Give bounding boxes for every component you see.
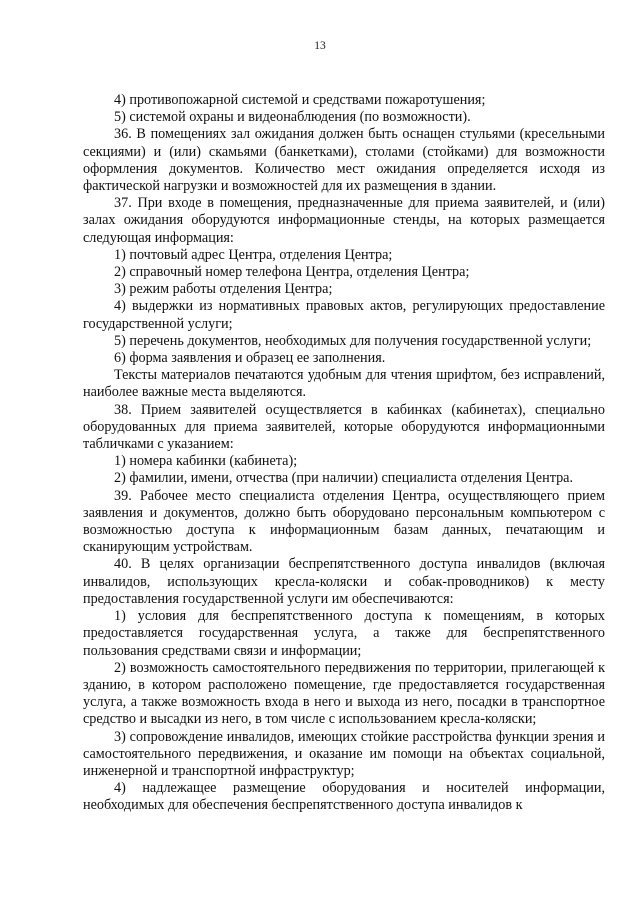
paragraph-materials-text: Тексты материалов печатаются удобным для чтения шрифтом, без исправлений, наиболее важные места выделяются. — [83, 367, 605, 401]
clause-37: 37. При входе в помещения, предназначенные для приема заявителей, и (или) залах ожидания оборудуются информационные стенды, на которых размещается следующая информация: — [83, 195, 605, 246]
clause-36: 36. В помещениях зал ожидания должен быть оснащен стульями (кресельными секциями) и (или) скамьями (банкетками), столами (стойками) для возможности оформления документов. Количество мест ожидания определяется исходя из фактической нагрузки и возможностей для их размещения в здании. — [83, 126, 605, 195]
page-number: 13 — [314, 40, 326, 52]
list-item-legal-excerpts: 4) выдержки из нормативных правовых актов, регулирующих предоставление государственной услуги; — [83, 298, 605, 332]
clause-38: 38. Прием заявителей осуществляется в кабинках (кабинетах), специально оборудованных для приема заявителей, которые оборудуются информационными табличками с указанием: — [83, 401, 605, 453]
list-item-working-hours: 3) режим работы отделения Центра; — [114, 281, 333, 298]
list-item-application-form: 6) форма заявления и образец ее заполнения. — [114, 350, 386, 367]
list-item-independent-movement: 2) возможность самостоятельного передвижения по территории, прилегающей к зданию, в котором расположено помещение, где предоставляется государственная услуга, а также возможность входа в него и выхода из него, посадки в транспортное средство и высадки из него, в том числе с использованием кресла-коляски; — [83, 659, 605, 728]
clause-39: 39. Рабочее место специалиста отделения Центра, осуществляющего прием заявления и документов, должно быть оборудовано персональным компьютером с возможностью доступа к информационным базам данных, печатающим и сканирующим устройствам. — [83, 487, 605, 556]
list-item-security-system: 5) системой охраны и видеонаблюдения (по возможности). — [114, 109, 471, 126]
list-item-escort: 3) сопровождение инвалидов, имеющих стойкие расстройства функции зрения и самостоятельного передвижения, и оказание им помощи на объектах социальной, инженерной и транспортной инфраструктур; — [83, 728, 605, 779]
list-item-specialist-name: 2) фамилии, имени, отчества (при наличии) специалиста отделения Центра. — [114, 470, 574, 487]
document-body — [83, 92, 605, 815]
list-item-postal-address: 1) почтовый адрес Центра, отделения Центра; — [114, 246, 393, 263]
list-item-equipment-placement: 4) надлежащее размещение оборудования и носителей информации, необходимых для обеспечения беспрепятственного доступа инвалидов к — [83, 780, 605, 814]
list-item-document-list: 5) перечень документов, необходимых для получения государственной услуги; — [114, 332, 592, 349]
list-item-phone-number: 2) справочный номер телефона Центра, отделения Центра; — [114, 264, 470, 281]
list-item-access-conditions: 1) условия для беспрепятственного доступа к помещениям, в которых предоставляется государственная услуга, а также для беспрепятственного пользования средствами связи и информации; — [83, 608, 605, 659]
list-item-fire-protection: 4) противопожарной системой и средствами пожаротушения; — [114, 92, 486, 108]
list-item-cabin-number: 1) номера кабинки (кабинета); — [114, 453, 298, 470]
clause-40: 40. В целях организации беспрепятственного доступа инвалидов (включая инвалидов, использующих кресла-коляски и собак-проводников) к месту предоставления государственной услуги им обеспечиваются: — [83, 556, 605, 607]
